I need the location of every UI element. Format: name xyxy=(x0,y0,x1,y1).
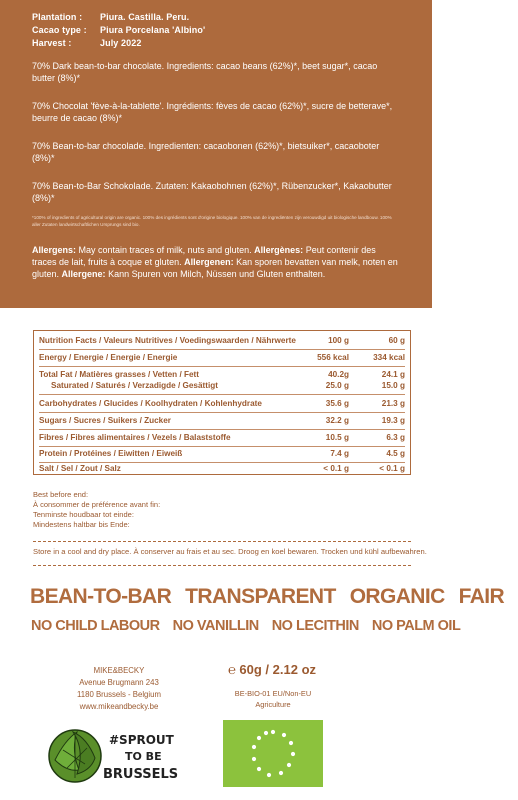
claim-fair: FAIR xyxy=(458,585,505,608)
ingredients-de: 70% Bean-to-Bar Schokolade. Zutaten: Kakaobohnen (62%)*, Rübenzucker*, Kakaobutter (8%)* xyxy=(32,181,392,203)
claim-organic: ORGANIC xyxy=(349,585,445,608)
nutrition-value-100g: 25.0 g xyxy=(325,381,349,390)
nutrition-value-100g: 556 kcal xyxy=(317,353,349,362)
nutrition-value-60g: 15.0 g xyxy=(381,381,405,390)
certification-type: Agriculture xyxy=(255,700,291,709)
cacao-type-value: Piura Porcelana 'Albino' xyxy=(100,25,206,35)
nutrition-value-60g: 24.1 g xyxy=(381,370,405,379)
nutrition-header-row xyxy=(39,335,405,347)
nutrition-value-100g: 40.2g xyxy=(328,370,349,379)
nutrition-value-60g: 4.5 g xyxy=(386,449,405,458)
claim-transparent: TRANSPARENT xyxy=(185,585,336,608)
nutrition-value-60g: 6.3 g xyxy=(386,433,405,442)
storage-instructions: Store in a cool and dry place. À conserver au frais et au sec. Droog en koel bewaren. Trocken und kühl aufbewahren. xyxy=(33,547,427,556)
nutrition-divider xyxy=(39,446,405,447)
claim-no-vanillin: NO VANILLIN xyxy=(172,618,259,634)
allergens-de: Kann Spuren von Milch, Nüssen und Gluten enthalten. xyxy=(108,269,326,279)
best-before-block xyxy=(33,490,160,530)
ingredients-section xyxy=(32,60,400,228)
ingredients-nl: 70% Bean-to-bar chocolade. Ingredienten: cacaobonen (62%)*, bietsuiker*, cacaoboter (8%)* xyxy=(32,141,380,163)
certification-code: BE-BIO-01 EU/Non-EU xyxy=(234,689,312,698)
nutrition-row-label: Protein / Protéines / Eiwitten / Eiweiß xyxy=(39,449,183,458)
nutrition-table xyxy=(33,330,411,475)
brussels-sprout-icon xyxy=(49,730,101,782)
nutrition-row-label: Carbohydrates / Glucides / Koolhydraten / Kohlenhydrate xyxy=(39,399,262,408)
claim-bean-to-bar: BEAN-TO-BAR xyxy=(30,585,172,608)
nutrition-row-salt xyxy=(39,463,405,475)
product-info-panel xyxy=(0,0,432,308)
nutrition-header-60g: 60 g xyxy=(388,336,405,345)
nutrition-row-fibres xyxy=(39,432,405,444)
allergens-fr-label: Allergènes: xyxy=(254,245,304,255)
net-weight: ℮ 60g / 2.12 oz xyxy=(228,662,317,677)
main-claims xyxy=(30,585,518,609)
best-before-en: Best before end: xyxy=(33,490,89,499)
nutrition-divider xyxy=(39,366,405,367)
best-before-de: Mindestens haltbar bis Ende: xyxy=(33,520,130,529)
harvest-value: July 2022 xyxy=(100,38,142,48)
nutrition-row-label: Sugars / Sucres / Suikers / Zucker xyxy=(39,416,171,425)
sprout-logo-line1: #SPROUT xyxy=(109,733,174,747)
nutrition-row-saturated xyxy=(39,380,405,392)
nutrition-divider xyxy=(39,412,405,413)
nutrition-row-label: Energy / Energie / Energie / Energie xyxy=(39,353,178,362)
allergens-fr: Peut contenir des traces de lait, fruits à coque et gluten. xyxy=(32,245,376,267)
sprout-logo-line2: TO BE xyxy=(125,750,162,763)
nutrition-value-100g: 7.4 g xyxy=(330,449,349,458)
best-before-fr: À consommer de préférence avant fin: xyxy=(33,500,161,509)
claim-no-lecithin: NO LECITHIN xyxy=(271,618,359,634)
nutrition-divider xyxy=(39,349,405,350)
organic-fine-print: *100% of ingredients of agricultural origin are organic. 100% des ingrédients sont d'origine biologique. 100% van de ingrediënten zijn verouwdigd uit biologische landbouw. 100% aller Zutaten landwirtschaftlichen Ursprungs sind bio. xyxy=(32,215,392,227)
city: 1180 Brussels - Belgium xyxy=(77,690,161,699)
nutrition-value-100g: 10.5 g xyxy=(325,433,349,442)
allergens-nl-label: Allergenen: xyxy=(184,257,234,267)
nutrition-row-protein xyxy=(39,448,405,460)
cacao-type-label: Cacao type : xyxy=(32,25,87,35)
plantation-label: Plantation : xyxy=(32,12,83,22)
ingredients-fr: 70% Chocolat 'fève-à-la-tablette'. Ingrédients: fèves de cacao (62%)*, sucre de betterave*, beurre de cacao (8%)* xyxy=(32,101,393,123)
harvest-label: Harvest : xyxy=(32,38,72,48)
claim-no-child-labour: NO CHILD LABOUR xyxy=(31,618,160,634)
nutrition-divider xyxy=(39,429,405,430)
claim-no-palm-oil: NO PALM OIL xyxy=(371,618,461,634)
nutrition-value-60g: 19.3 g xyxy=(381,416,405,425)
ingredients-en: 70% Dark bean-to-bar chocolate. Ingredients: cacao beans (62%)*, beet sugar*, cacao butter (8%)* xyxy=(32,61,378,83)
nutrition-row-label: Fibres / Fibres alimentaires / Vezels / Balaststoffe xyxy=(39,433,231,442)
nutrition-row-label: Salt / Sel / Zout / Salz xyxy=(39,464,121,473)
nutrition-value-100g: 35.6 g xyxy=(325,399,349,408)
nutrition-value-60g: < 0.1 g xyxy=(379,464,405,473)
street: Avenue Brugmann 243 xyxy=(79,678,159,687)
nutrition-value-100g: < 0.1 g xyxy=(323,464,349,473)
secondary-claims xyxy=(31,618,473,634)
best-before-nl: Tenminste houdbaar tot einde: xyxy=(33,510,134,519)
organic-certification xyxy=(222,688,324,710)
dashed-divider xyxy=(33,541,411,542)
plantation-value: Piura. Castilla. Peru. xyxy=(100,12,190,22)
eu-organic-leaf-logo xyxy=(223,720,323,787)
nutrition-divider xyxy=(39,394,405,395)
company-name: MIKE&BECKY xyxy=(93,666,145,675)
sprout-logo-line3: BRUSSELS xyxy=(103,767,179,782)
dashed-divider xyxy=(33,565,411,566)
allergens-en-label: Allergens: xyxy=(32,245,77,255)
company-address xyxy=(60,665,178,713)
allergens-en: May contain traces of milk, nuts and gluten. xyxy=(78,245,252,255)
nutrition-row-label: Total Fat / Matières grasses / Vetten / Fett xyxy=(39,370,200,379)
nutrition-row-carbs xyxy=(39,398,405,410)
allergens-de-label: Allergene: xyxy=(61,269,106,279)
nutrition-value-100g: 32.2 g xyxy=(325,416,349,425)
origin-details xyxy=(32,12,400,48)
allergens-nl: Kan sporen bevatten van melk, noten en gluten. xyxy=(32,257,398,279)
sprout-to-be-brussels-logo xyxy=(45,720,195,790)
nutrition-value-60g: 334 kcal xyxy=(373,353,405,362)
nutrition-row-label: Saturated / Saturés / Verzadigde / Gesättigt xyxy=(51,381,218,390)
nutrition-value-60g: 21.3 g xyxy=(381,399,405,408)
website-link[interactable]: www.mikeandbecky.be xyxy=(79,702,159,711)
nutrition-header-label: Nutrition Facts / Valeurs Nutritives / Voedingswaarden / Nährwerte xyxy=(39,336,296,345)
allergens-section xyxy=(32,244,400,280)
nutrition-header-100g: 100 g xyxy=(328,336,349,345)
nutrition-row-sugars xyxy=(39,415,405,427)
nutrition-row-energy xyxy=(39,352,405,364)
